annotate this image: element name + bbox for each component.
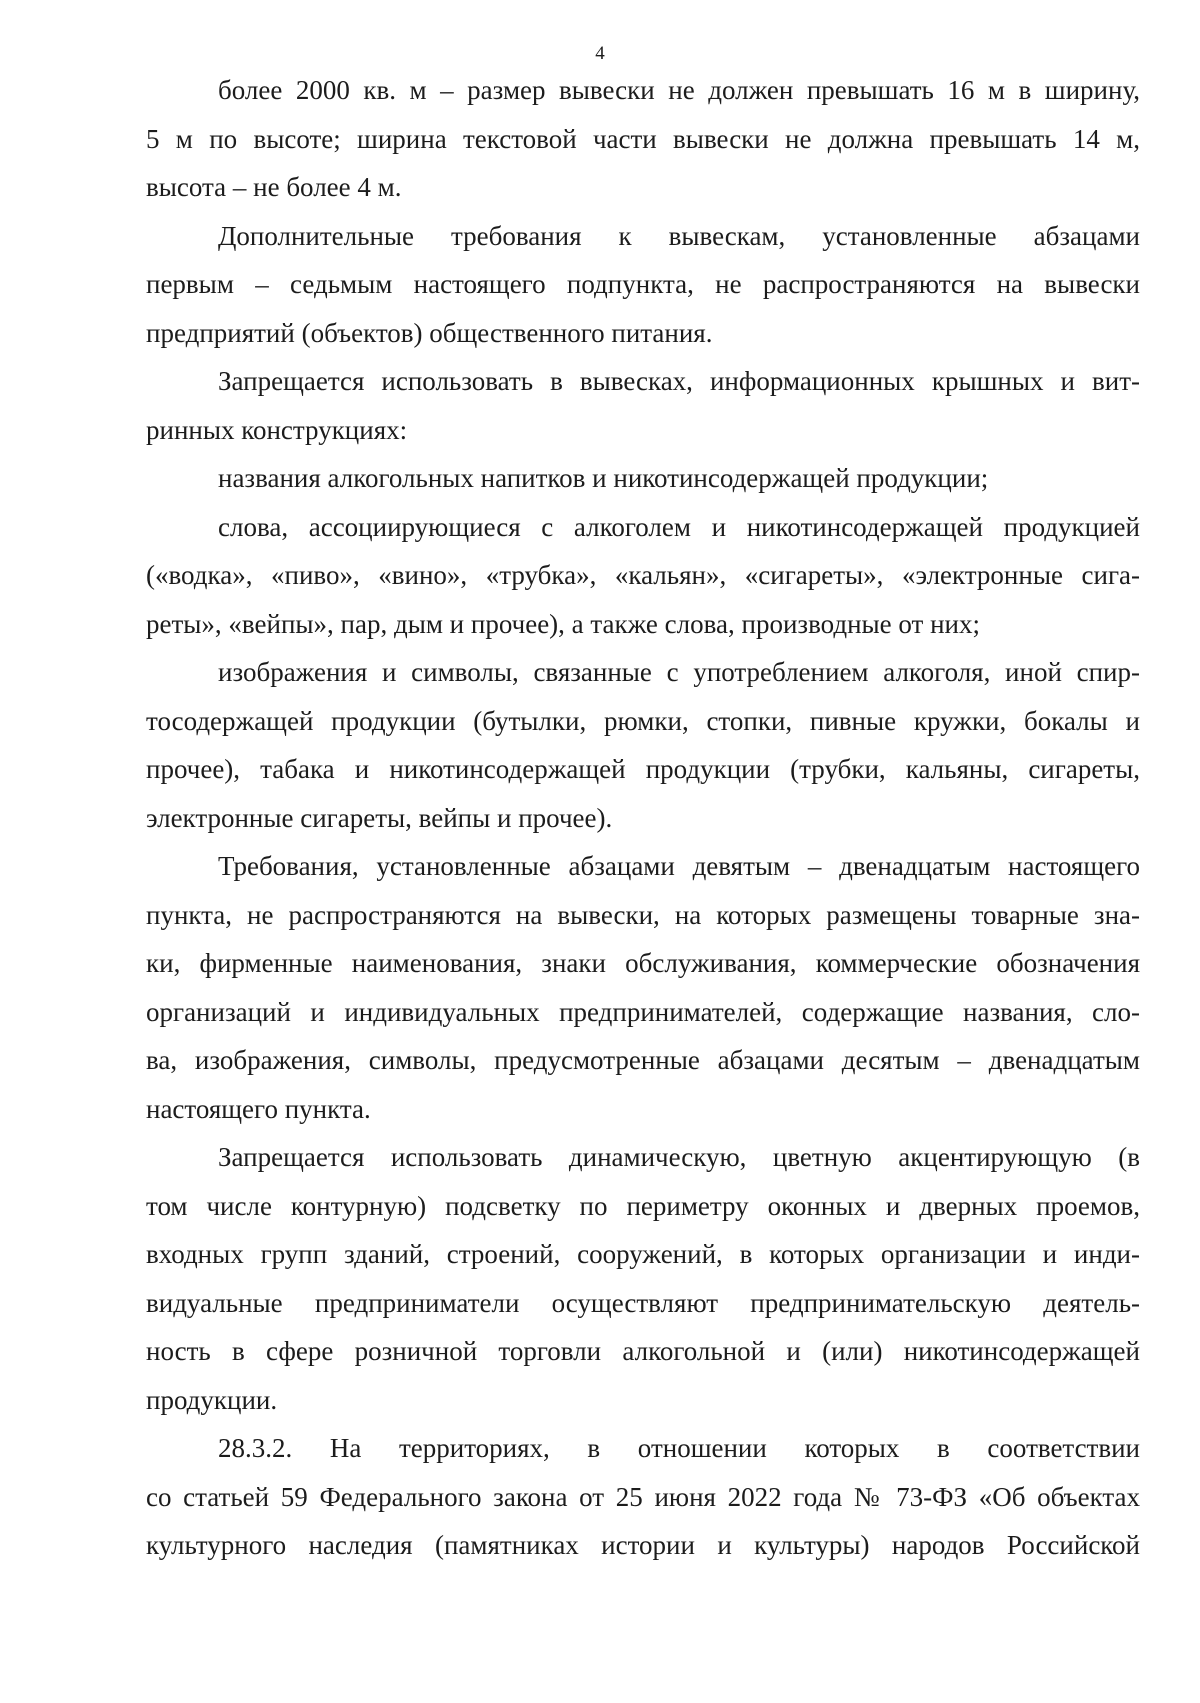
- text-line: культурного наследия (памятниках истории и культуры) народов Российской: [146, 1530, 1140, 1560]
- text-line: со статьей 59 Федерального закона от 25 июня 2022 года № 73-ФЗ «Об объектах: [146, 1481, 1140, 1512]
- text-line: предприятий (объектов) общественного питания.: [146, 317, 713, 348]
- text-line: ва, изображения, символы, предусмотренные абзацами десятым – двенадцатым: [146, 1045, 1140, 1075]
- text-line: Запрещается использовать динамическую, цветную акцентирующую (в: [218, 1142, 1140, 1172]
- text-line: тосодержащей продукции (бутылки, рюмки, стопки, пивные кружки, бокалы и: [146, 705, 1140, 736]
- text-line: прочее), табака и никотинсодержащей продукции (трубки, кальяны, сигареты,: [146, 754, 1140, 784]
- text-line: Дополнительные требования к вывескам, установленные абзацами: [218, 220, 1140, 251]
- text-line: входных групп зданий, строений, сооружений, в которых организации и инди-: [146, 1239, 1140, 1269]
- text-line: слова, ассоциирующиеся с алкоголем и никотинсодержащей продукцией: [218, 511, 1140, 542]
- text-line: высота – не более 4 м.: [146, 172, 402, 202]
- text-line: Требования, установленные абзацами девятым – двенадцатым настоящего: [218, 851, 1140, 881]
- document-body: [146, 66, 1140, 1570]
- page-number: 4: [595, 43, 605, 64]
- text-line: изображения и символы, связанные с употреблением алкоголя, иной спир-: [218, 657, 1140, 687]
- text-line: 5 м по высоте; ширина текстовой части вывески не должна превышать 14 м,: [146, 123, 1140, 154]
- text-line: названия алкогольных напитков и никотинсодержащей продукции;: [218, 463, 989, 493]
- text-line: организаций и индивидуальных предпринимателей, содержащие названия, сло-: [146, 996, 1140, 1027]
- text-line: настоящего пункта.: [146, 1093, 371, 1124]
- text-line: том числе контурную) подсветку по периметру оконных и дверных проемов,: [146, 1190, 1140, 1221]
- text-line: первым – седьмым настоящего подпункта, не распространяются на вывески: [146, 269, 1140, 299]
- text-line: ринных конструкциях:: [146, 414, 408, 445]
- text-line: пункта, не распространяются на вывески, на которых размещены товарные зна-: [146, 899, 1140, 930]
- text-line: Запрещается использовать в вывесках, информационных крышных и вит-: [218, 366, 1140, 396]
- text-line: видуальные предприниматели осуществляют предпринимательскую деятель-: [146, 1287, 1140, 1318]
- text-line: продукции.: [146, 1384, 278, 1415]
- text-line: («водка», «пиво», «вино», «трубка», «кальян», «сигареты», «электронные сига-: [146, 560, 1140, 590]
- text-line: ность в сфере розничной торговли алкогольной и (или) никотинсодержащей: [146, 1336, 1140, 1366]
- text-line: электронные сигареты, вейпы и прочее).: [146, 802, 613, 833]
- text-line: 28.3.2. На территориях, в отношении которых в соответствии: [218, 1433, 1140, 1463]
- text-line: реты», «вейпы», пар, дым и прочее), а также слова, производные от них;: [146, 608, 981, 639]
- text-line: более 2000 кв. м – размер вывески не должен превышать 16 м в ширину,: [218, 75, 1140, 105]
- text-line: ки, фирменные наименования, знаки обслуживания, коммерческие обозначения: [146, 948, 1140, 978]
